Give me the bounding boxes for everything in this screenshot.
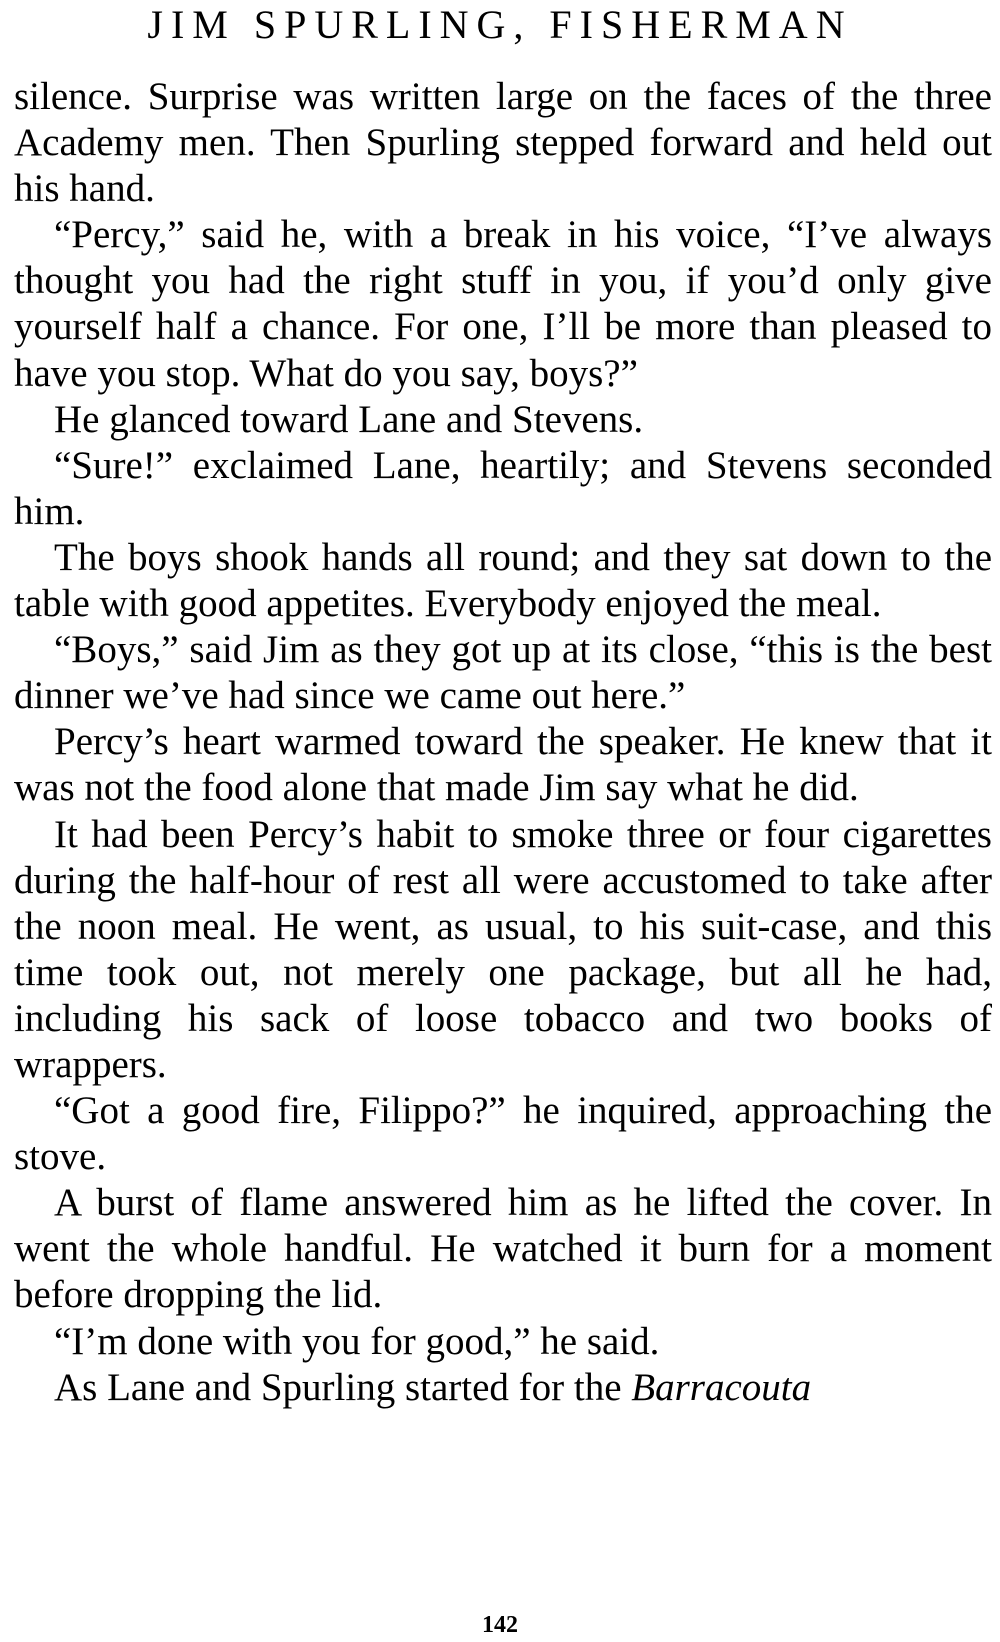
paragraph: “I’m done with you for good,” he said. xyxy=(54,1319,660,1363)
paragraph: It had been Percy’s habit to smoke three or four cigarettes during the half-hour of rest all were accustomed to take after the noon meal. He went, as usual, to his suit-case, and this time took out, not merely one package, but all he had, including his sack of loose tobacco and two books of wrappers. xyxy=(14,812,992,1086)
running-head: JIM SPURLING, FISHERMAN xyxy=(147,2,853,47)
body-text xyxy=(14,74,992,1411)
paragraph: “Boys,” said Jim as they got up at its close, “this is the best dinner we’ve had since we came out here.” xyxy=(14,628,992,718)
paragraph: He glanced toward Lane and Stevens. xyxy=(54,397,644,441)
paragraph: The boys shook hands all round; and they sat down to the table with good appetites. Everybody enjoyed the meal. xyxy=(14,535,992,626)
ship-name: Barracouta xyxy=(631,1365,812,1409)
paragraph: “Sure!” exclaimed Lane, heartily; and Stevens seconded him. xyxy=(14,443,992,533)
paragraph: silence. Surprise was written large on the faces of the three Academy men. Then Spurling stepped forward and held out his hand. xyxy=(14,75,992,211)
paragraph: “Percy,” said he, with a break in his voice, “I’ve always thought you had the right stuff in you, if you’d only give yourself half a chance. For one, I’ll be more than pleased to have you stop. What do you say, boys?” xyxy=(14,213,992,395)
paragraph: A burst of flame answered him as he lifted the cover. In went the whole handful. He watched it burn for a moment before dropping the lid. xyxy=(14,1181,992,1317)
page-number: 142 xyxy=(482,1612,518,1638)
paragraph-last-text: As Lane and Spurling started for the xyxy=(54,1365,622,1409)
paragraph: Percy’s heart warmed toward the speaker. He knew that it was not the food alone that made Jim say what he did. xyxy=(14,720,992,810)
paragraph-last xyxy=(14,1365,992,1411)
paragraph: “Got a good fire, Filippo?” he inquired, approaching the stove. xyxy=(14,1089,992,1179)
